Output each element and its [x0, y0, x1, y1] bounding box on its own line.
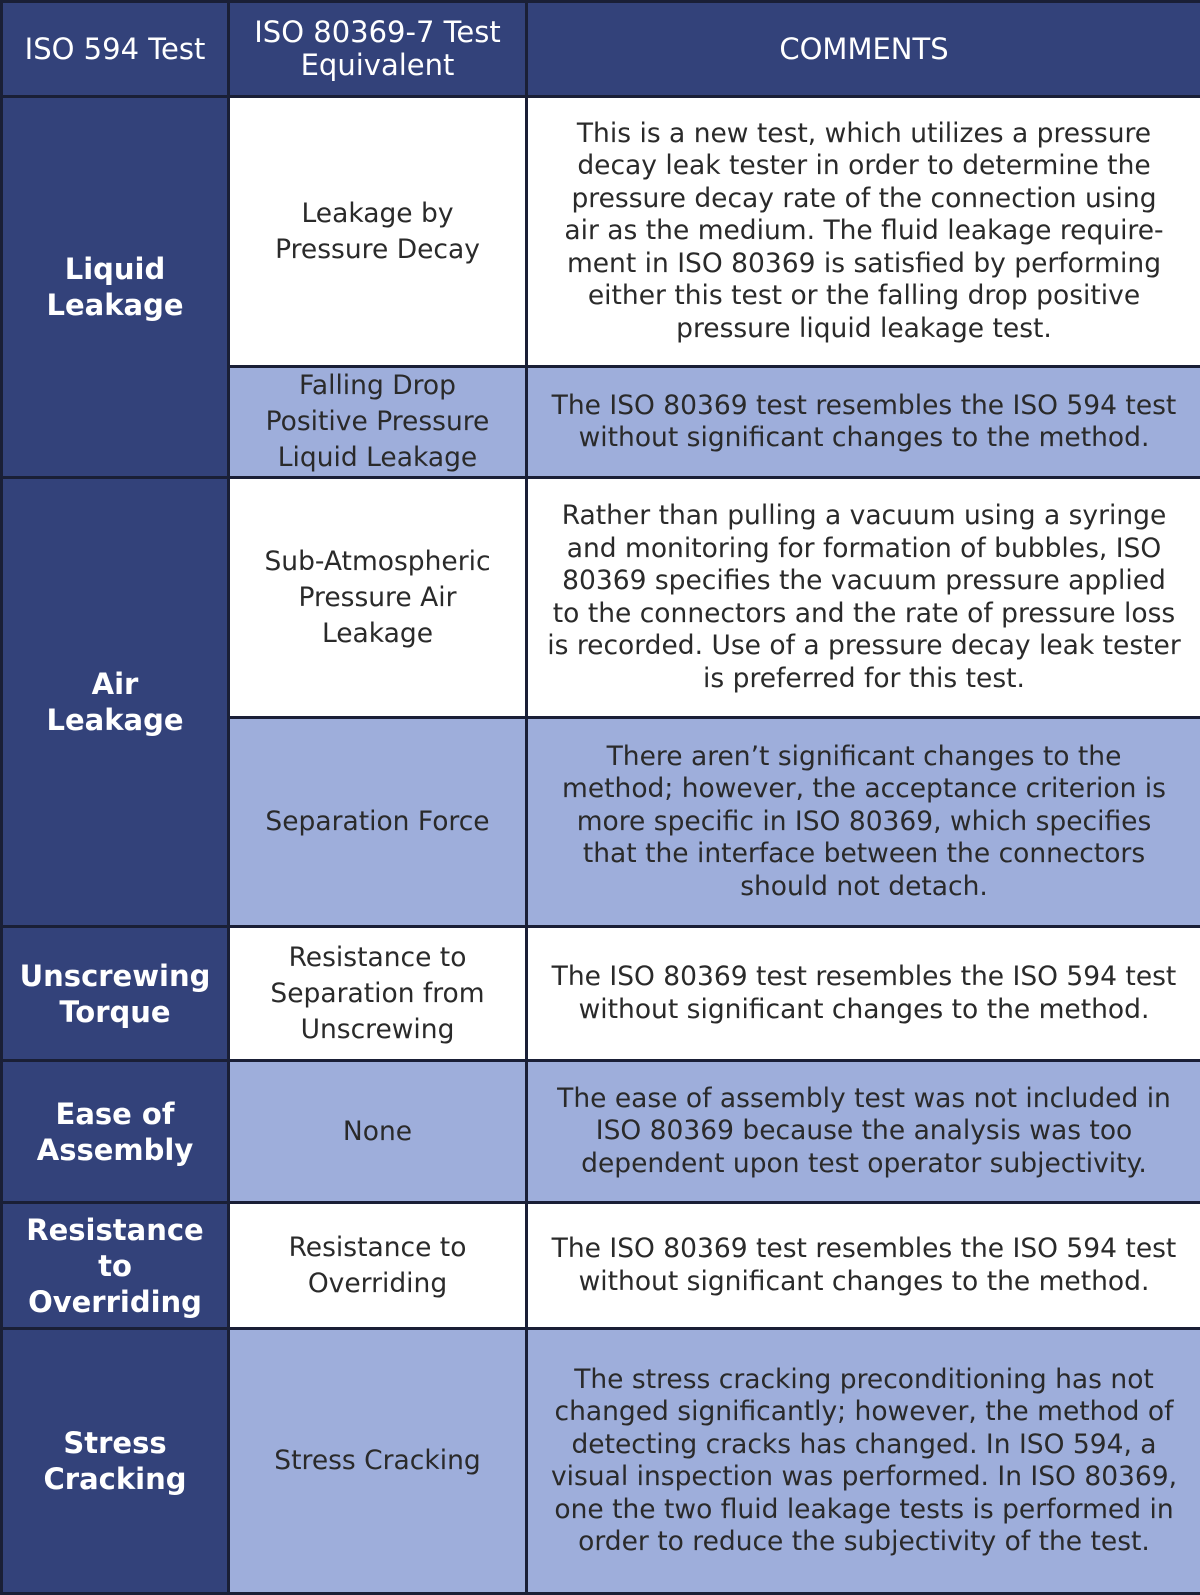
equivalent-cell: Sub-Atmospheric Pressure Air Leakage [229, 478, 527, 718]
equivalent-cell: None [229, 1061, 527, 1203]
comment-cell: Rather than pulling a vacuum using a syringe and monitoring for formation of bubbles, ISO 80369 specifies the vacuum pressure applied to the connectors and the rate of pressure loss is recorded. Use of a pressure decay leak tester is preferred for this test. [527, 478, 1200, 718]
equivalent-cell: Falling Drop Positive Pressure Liquid Leakage [229, 367, 527, 478]
category-air-leakage: Air Leakage [2, 478, 229, 927]
table-row [2, 478, 1200, 718]
comment-cell: This is a new test, which utilizes a pressure decay leak tester in order to determine the pressure decay rate of the connection using air as the medium. The fluid leakage require- ment in ISO 80369 is satisfied by performing either this test or the falling drop positive pressure liquid leakage test. [527, 97, 1200, 367]
category-resistance-to-overriding: Resistance to Overriding [2, 1203, 229, 1329]
comment-cell: The ISO 80369 test resembles the ISO 594 test without significant changes to the method. [527, 367, 1200, 478]
header-iso80369-equivalent: ISO 80369-7 Test Equivalent [229, 2, 527, 97]
category-stress-cracking: Stress Cracking [2, 1329, 229, 1594]
comment-cell: The ease of assembly test was not included in ISO 80369 because the analysis was too dependent upon test operator subjectivity. [527, 1061, 1200, 1203]
header-comments: COMMENTS [527, 2, 1200, 97]
comment-cell: The stress cracking preconditioning has not changed significantly; however, the method of detecting cracks has changed. In ISO 594, a visual inspection was performed. In ISO 80369, one the two fluid leakage tests is performed in order to reduce the subjectivity of the test. [527, 1329, 1200, 1594]
table-row [2, 1329, 1200, 1594]
category-unscrewing-torque: Unscrewing Torque [2, 927, 229, 1061]
equivalent-cell: Separation Force [229, 718, 527, 927]
table-row [2, 1061, 1200, 1203]
equivalent-cell: Stress Cracking [229, 1329, 527, 1594]
table-row [2, 1203, 1200, 1329]
category-ease-of-assembly: Ease of Assembly [2, 1061, 229, 1203]
equivalent-cell: Resistance to Overriding [229, 1203, 527, 1329]
comment-cell: There aren’t significant changes to the method; however, the acceptance criterion is more specific in ISO 80369, which specifies that the interface between the connectors should not detach. [527, 718, 1200, 927]
header-row [2, 2, 1200, 97]
comment-cell: The ISO 80369 test resembles the ISO 594 test without significant changes to the method. [527, 1203, 1200, 1329]
category-liquid-leakage: Liquid Leakage [2, 97, 229, 478]
equivalent-cell: Resistance to Separation from Unscrewing [229, 927, 527, 1061]
comment-cell: The ISO 80369 test resembles the ISO 594 test without significant changes to the method. [527, 927, 1200, 1061]
equivalent-cell: Leakage by Pressure Decay [229, 97, 527, 367]
table-row [2, 97, 1200, 367]
table-row [2, 927, 1200, 1061]
header-iso594-test: ISO 594 Test [2, 2, 229, 97]
